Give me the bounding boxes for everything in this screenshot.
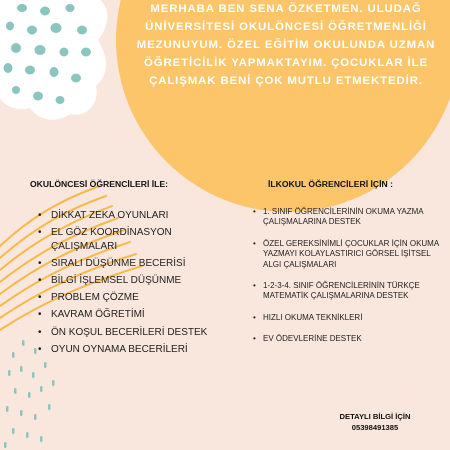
list-item: • ÖN KOŞUL BECERİLERİ DESTEK	[38, 326, 238, 340]
list-item: • EL GÖZ KOORDİNASYON ÇALIŞMALARI	[38, 226, 238, 254]
contact-phone: 05398491385	[351, 422, 399, 432]
list-item: • HIZLI OKUMA TEKNİKLERİ	[253, 313, 448, 323]
intro-line: ÇALIŞMAK BENİ ÇOK MUTLU ETMEKTEDİR.	[149, 75, 423, 87]
list-item: • 1. SINIF ÖĞRENCİLERİNİN OKUMA YAZMA ÇALIŞMALARINA DESTEK	[253, 207, 448, 228]
list-item: • OYUN OYNAMA BECERİLERİ	[38, 343, 238, 357]
list-item: • KAVRAM ÖĞRETİMİ	[38, 308, 238, 322]
contact-label: DETAYLI BİLGİ İÇİN	[339, 412, 411, 421]
list-item: • SIRALI DÜŞÜNME BECERİSİ	[38, 257, 238, 271]
list-item: • DİKKAT ZEKA OYUNLARI	[38, 209, 238, 223]
white-cloud-blob	[0, 0, 107, 120]
preschool-heading: OKULÖNCESİ ÖĞRENCİLERİ İLE:	[30, 179, 168, 189]
list-item: • BİLGİ İŞLEMSEL DÜŞÜNME	[38, 274, 238, 288]
primary-heading: İLKOKUL ÖĞRENCİLERİ İÇİN :	[268, 179, 393, 189]
intro-line: ÖĞRETİCİLİK YAPMAKTAYIM. ÇOCUKLAR İLE	[144, 57, 428, 69]
list-item: • ÖZEL GEREKSİNİMLİ ÇOCUKLAR İÇİN OKUMA YAZMAYI KOLAYLASTIRICI GÖRSEL İŞİTSEL ALGI ÇALIŞMALARI	[253, 239, 448, 270]
preschool-list	[38, 209, 238, 360]
intro-line: MERHABA BEN SENA ÖZKETMEN. ULUDAĞ	[150, 3, 422, 15]
list-item: • PROBLEM ÇÖZME	[38, 291, 238, 305]
primary-list	[253, 207, 448, 345]
contact-info	[328, 412, 422, 433]
intro-line: MEZUNUYUM. ÖZEL EĞİTİM OKULUNDA UZMAN	[136, 39, 436, 51]
list-item: • EV ÖDEVLERİNE DESTEK	[253, 334, 448, 344]
intro-text	[122, 0, 450, 90]
intro-line: ÜNİVERSİTESİ OKULÖNCESİ ÖĞRETMENLİĞİ	[145, 21, 427, 33]
list-item: • 1-2-3-4. SINIF ÖĞRENCİLERİNİN TÜRKÇE MATEMATİK ÇALIŞMALARINA DESTEK	[253, 281, 448, 302]
